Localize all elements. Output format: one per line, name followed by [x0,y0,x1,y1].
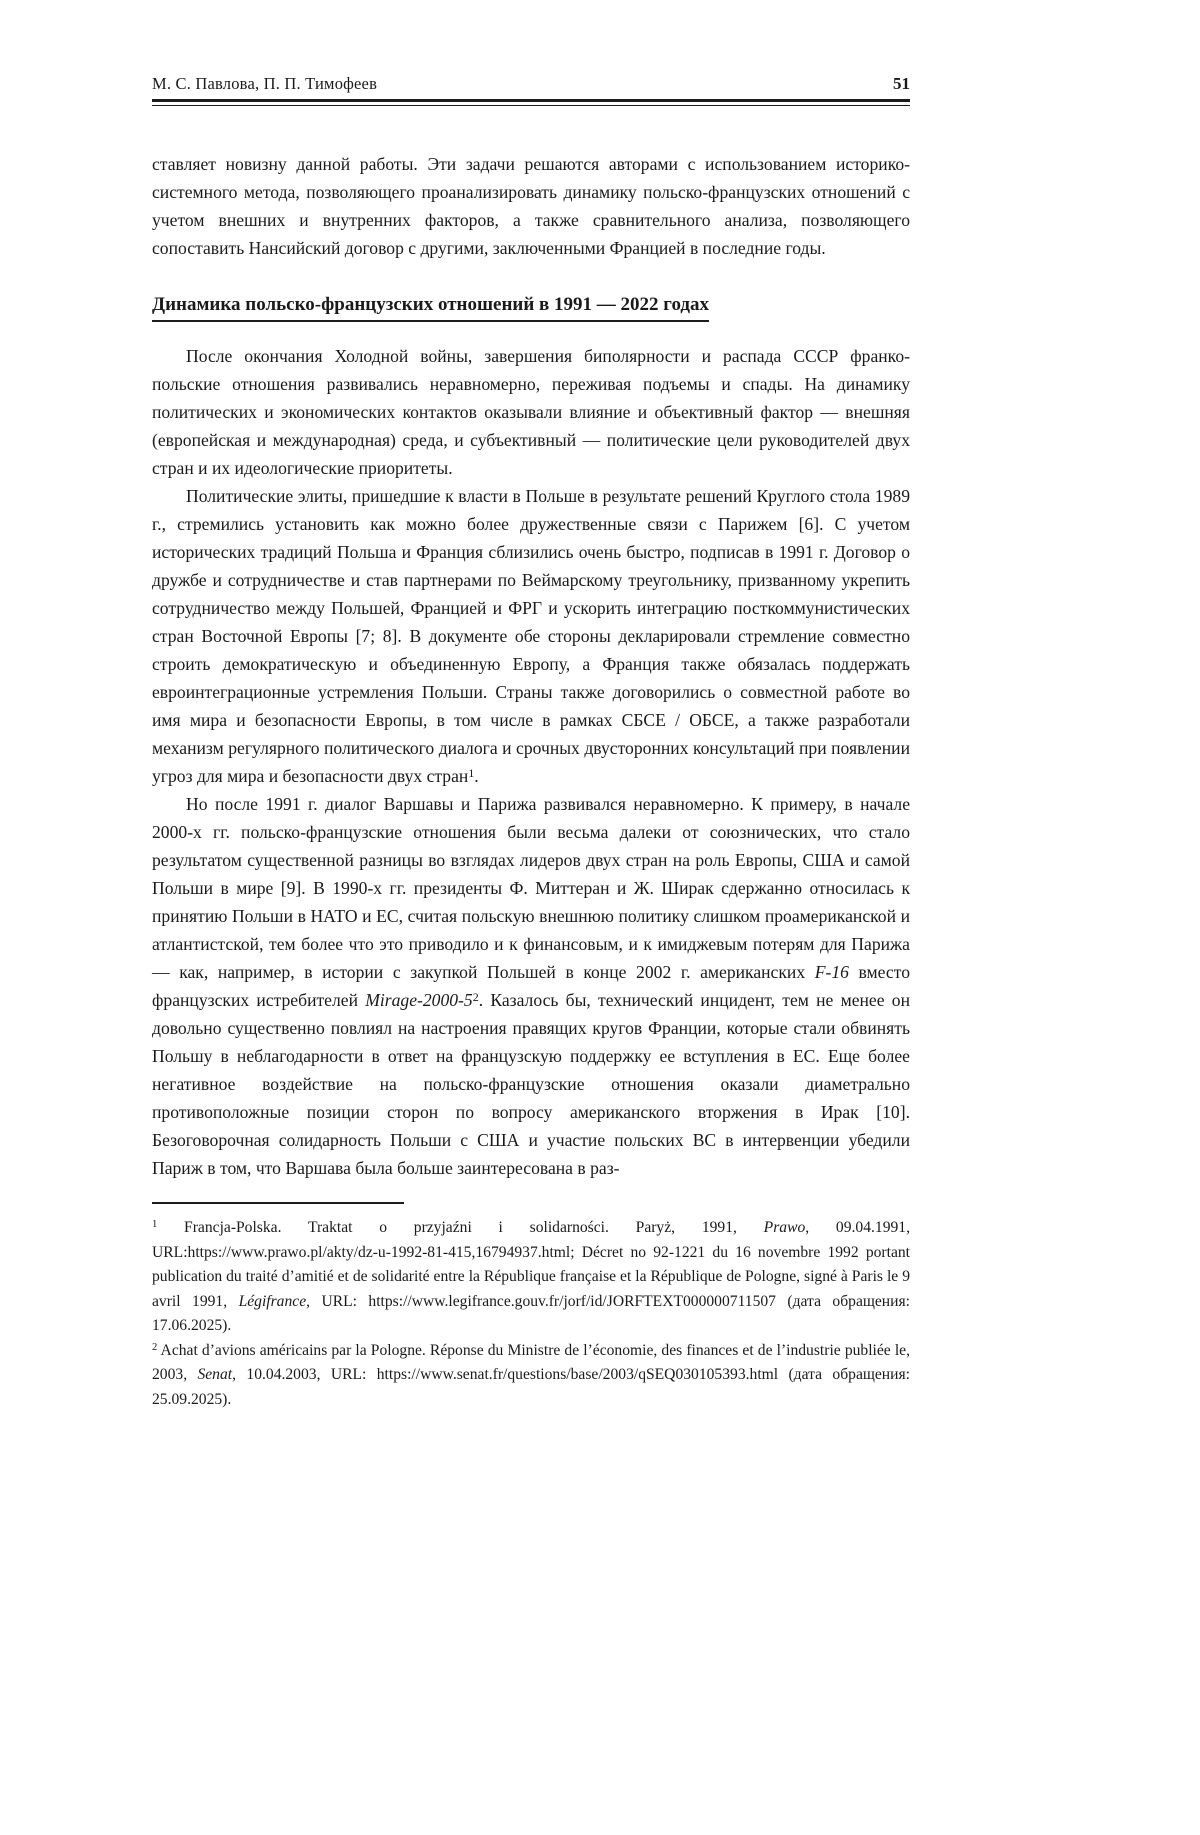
page-number: 51 [893,74,910,93]
header-rule [152,99,910,106]
footnote-separator [152,1202,404,1204]
running-head [152,74,910,94]
footnote-2: $^2$ Achat d’avions américains par la Pologne. Réponse du Ministre de l’économie, des finances et de l’industrie publiée le, 2003, Senat, 10.04.2003, URL: https://www.senat.fr/questions/base/2003/qSEQ030105393.html (дата обращения: 25.09.2025). [152,1341,911,1408]
footnote-1: $^1$ Francja-Polska. Traktat o przyjaźni i solidarności. Paryż, 1991, Prawo, 09.04.1991, URL:https://www.prawo.pl/akty/dz-u-1992-81-415,16794937.html; Décret no 92-1221 du 16 novembre 1992 portant publication du traité d’amitié et de solidarité entre la République française et la République de Pologne, signé à Paris le 9 avril 1991, Légifrance, URL: https://www.legifrance.gouv.fr/jorf/id/JORFTEXT000000711507 (дата обращения: 17.06.2025). [152,1219,911,1334]
paragraph: Политические элиты, пришедшие к власти в Польше в результате решений Круглого стола 1989 г., стремились установить как можно более дружественные связи с Парижем [6]. С учетом исторических традиций Польша и Франция сблизились очень быстро, подписав в 1991 г. Договор о дружбе и сотрудничестве и став партнерами по Веймарскому треугольнику, призванному укрепить сотрудничество между Польшей, Францией и ФРГ и ускорить интеграцию посткоммунистических стран Восточной Европы [7; 8]. В документе обе стороны декларировали стремление совместно строить демократическую и объединенную Европу, а Франция также обязалась поддержать евроинтеграционные устремления Польши. Страны также договорились о совместной работе во имя мира и безопасности Европы, в том числе в рамках СБСЕ / ОБСЕ, а также разработали механизм регулярного политического диалога и срочных двусторонних консультаций при появлении угроз для мира и безопасности двух стран$^1$. [152,486,910,786]
page-content [152,0,910,1412]
paragraph: Но после 1991 г. диалог Варшавы и Парижа развивался неравномерно. К примеру, в начале 2000-х гг. польско-французские отношения были весьма далеки от союзнических, что стало результатом существенной разницы во взглядах лидеров двух стран на роль Европы, США и самой Польши в мире [9]. В 1990-х гг. президенты Ф. Миттеран и Ж. Ширак сдержанно относилась к принятию Польши в НАТО и ЕС, считая польскую внешнюю политику слишком проамериканской и атлантистской, тем более что это приводило и к финансовым, и к имиджевым потерям для Парижа — как, например, в истории с закупкой Польшей в конце 2002 г. американских F-16 вместо французских истребителей Mirage-$2000-5^2$. Казалось бы, технический инцидент, тем не менее он довольно существенно повлиял на настроения правящих кругов Франции, которые стали обвинять Польшу в неблагодарности в ответ на французскую поддержку ее вступления в ЕС. Еще более негативное воздействие на польско-французские отношения оказали диаметрально противоположные позиции сторон по вопросу американского вторжения в Ирак [10]. Безоговорочная солидарность Польши с США и участие польских ВС в интервенции убедили Париж в том, что Варшава была больше заинтересована в раз- [152,794,910,1178]
section-heading [152,292,910,318]
paragraph-intro: ставляет новизну данной работы. Эти задачи решаются авторами с использованием историко-системного метода, позволяющего проанализировать динамику польско-французских отношений с учетом внешних и внутренних факторов, а также сравнительного анализа, позволяющего сопоставить Нансийский договор с другими, заключенными Францией в последние годы. [152,154,910,258]
paragraph: После окончания Холодной войны, завершения биполярности и распада СССР франко-польские отношения развивались неравномерно, переживая подъемы и спады. На динамику политических и экономических контактов оказывали влияние и объективный фактор — внешняя (европейская и международная) среда, и субъективный — политические цели руководителей двух стран и их идеологические приоритеты. [152,346,910,478]
section-heading-text: Динамика польско-французских отношений в 1991 — 2022 годах [152,294,709,322]
running-head-authors: М. С. Павлова, П. П. Тимофеев [152,74,378,93]
